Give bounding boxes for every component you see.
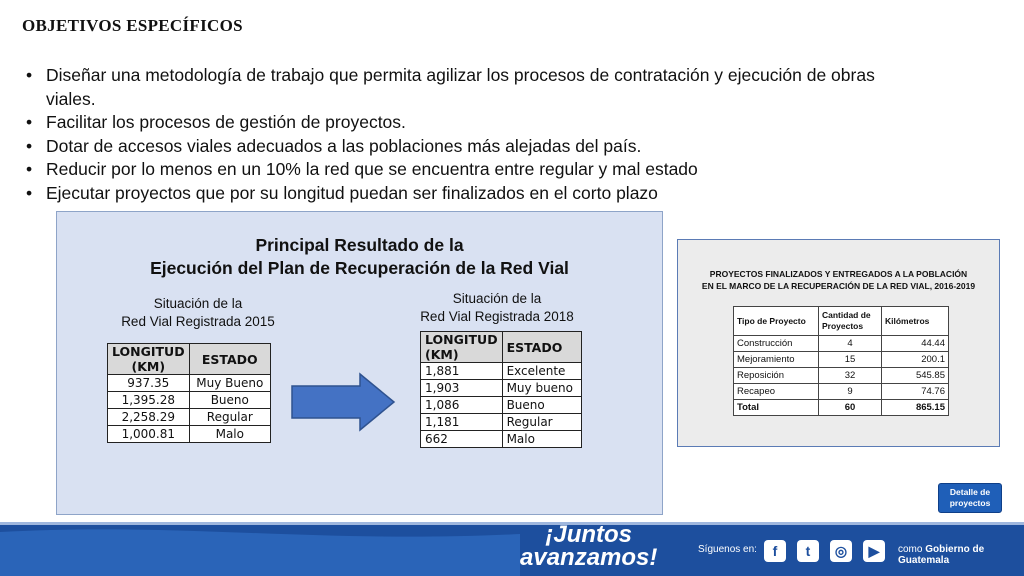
total-row [734,400,949,416]
cell-estado: Regular [189,409,270,426]
table-row [734,352,949,368]
table-row [734,368,949,384]
instagram-icon[interactable]: ◎ [830,540,852,562]
cell-longitud: 1,181 [421,414,503,431]
cell-estado: Malo [189,426,270,443]
cell-km: 74.76 [882,384,949,400]
table-row [734,336,949,352]
projects-panel [677,239,1000,447]
projects-title-line2: EN EL MARCO DE LA RECUPERACIÓN DE LA RED VIAL, 2016-2019 [701,281,976,291]
table-row [108,375,271,392]
header-estado: ESTADO [502,332,581,363]
arrow-shape [292,374,394,430]
table-row [108,392,271,409]
cell-cantidad: 15 [819,352,882,368]
cell-longitud: 1,086 [421,397,503,414]
objective-item: • Ejecutar proyectos que por su longitud puedan ser finalizados en el corto plazo [22,182,902,206]
header-cantidad: Cantidad de Proyectos [819,307,882,336]
cell-km: 44.44 [882,336,949,352]
table-row [421,414,582,431]
table-row [421,397,582,414]
cell-longitud: 1,000.81 [108,426,190,443]
facebook-icon[interactable]: f [764,540,786,562]
table-row [421,380,582,397]
caption-2015-line2: Red Vial Registrada 2015 [121,314,275,329]
cell-cantidad: 32 [819,368,882,384]
cell-estado: Malo [502,431,581,448]
cell-total-label: Total [734,400,819,416]
header-tipo: Tipo de Proyecto [734,307,819,336]
cell-cantidad: 4 [819,336,882,352]
objective-item: • Diseñar una metodología de trabajo que permita agilizar los procesos de contratación y ejecución de obras viales. [22,64,902,111]
gov-name: Gobierno de Guatemala [898,544,985,566]
objective-item: • Dotar de accesos viales adecuados a las poblaciones más alejadas del país. [22,135,902,159]
cell-total-km: 865.15 [882,400,949,416]
caption-2018-line2: Red Vial Registrada 2018 [420,309,574,324]
header-kilometros: Kilómetros [882,307,949,336]
results-title-line2: Ejecución del Plan de Recuperación de la Red Vial [150,258,569,278]
cell-longitud: 1,395.28 [108,392,190,409]
follow-label: Síguenos en: [698,544,757,555]
logo-line1: ¡Juntos [545,521,633,548]
cell-total-cantidad: 60 [819,400,882,416]
cell-tipo: Reposición [734,368,819,384]
gov-prefix: como [898,544,923,555]
cell-longitud: 937.35 [108,375,190,392]
cell-longitud: 2,258.29 [108,409,190,426]
cell-tipo: Recapeo [734,384,819,400]
projects-table [733,306,949,416]
cell-longitud: 1,881 [421,363,503,380]
projects-title [678,268,999,292]
cell-tipo: Mejoramiento [734,352,819,368]
results-panel [56,211,663,515]
table-row [734,384,949,400]
cell-cantidad: 9 [819,384,882,400]
results-title [57,234,662,280]
slide-title: OBJETIVOS ESPECÍFICOS [22,16,243,35]
cell-estado: Muy Bueno [189,375,270,392]
cell-km: 200.1 [882,352,949,368]
table-2018 [420,331,582,448]
table-row [421,363,582,380]
twitter-icon[interactable]: t [797,540,819,562]
cell-estado: Bueno [502,397,581,414]
right-arrow-icon [290,372,396,432]
objective-item: • Reducir por lo menos en un 10% la red que se encuentra entre regular y mal estado [22,158,902,182]
objective-item: • Facilitar los procesos de gestión de proyectos. [22,111,902,135]
cell-estado: Regular [502,414,581,431]
caption-2018-line1: Situación de la [452,291,542,306]
youtube-icon[interactable]: ▶ [863,540,885,562]
cell-estado: Bueno [189,392,270,409]
results-title-line1: Principal Resultado de la [255,235,464,255]
table-2015 [107,343,271,443]
table-row [108,426,271,443]
cell-longitud: 662 [421,431,503,448]
cell-tipo: Construcción [734,336,819,352]
table-row [421,431,582,448]
cell-km: 545.85 [882,368,949,384]
cell-estado: Muy bueno [502,380,581,397]
header-longitud: LONGITUD (KM) [108,344,190,375]
caption-2018 [412,290,582,326]
cell-estado: Excelente [502,363,581,380]
project-details-button[interactable]: Detalle de proyectos [938,483,1002,513]
header-estado: ESTADO [189,344,270,375]
logo-line2: avanzamos! [520,544,658,571]
juntos-avanzamos-logo [520,523,657,569]
objectives-list [22,64,902,205]
cell-longitud: 1,903 [421,380,503,397]
caption-2015 [113,295,283,331]
government-label [898,544,1024,566]
projects-title-line1: PROYECTOS FINALIZADOS Y ENTREGADOS A LA POBLACIÓN [709,269,968,279]
caption-2015-line1: Situación de la [153,296,243,311]
header-longitud: LONGITUD (KM) [421,332,503,363]
table-row [108,409,271,426]
